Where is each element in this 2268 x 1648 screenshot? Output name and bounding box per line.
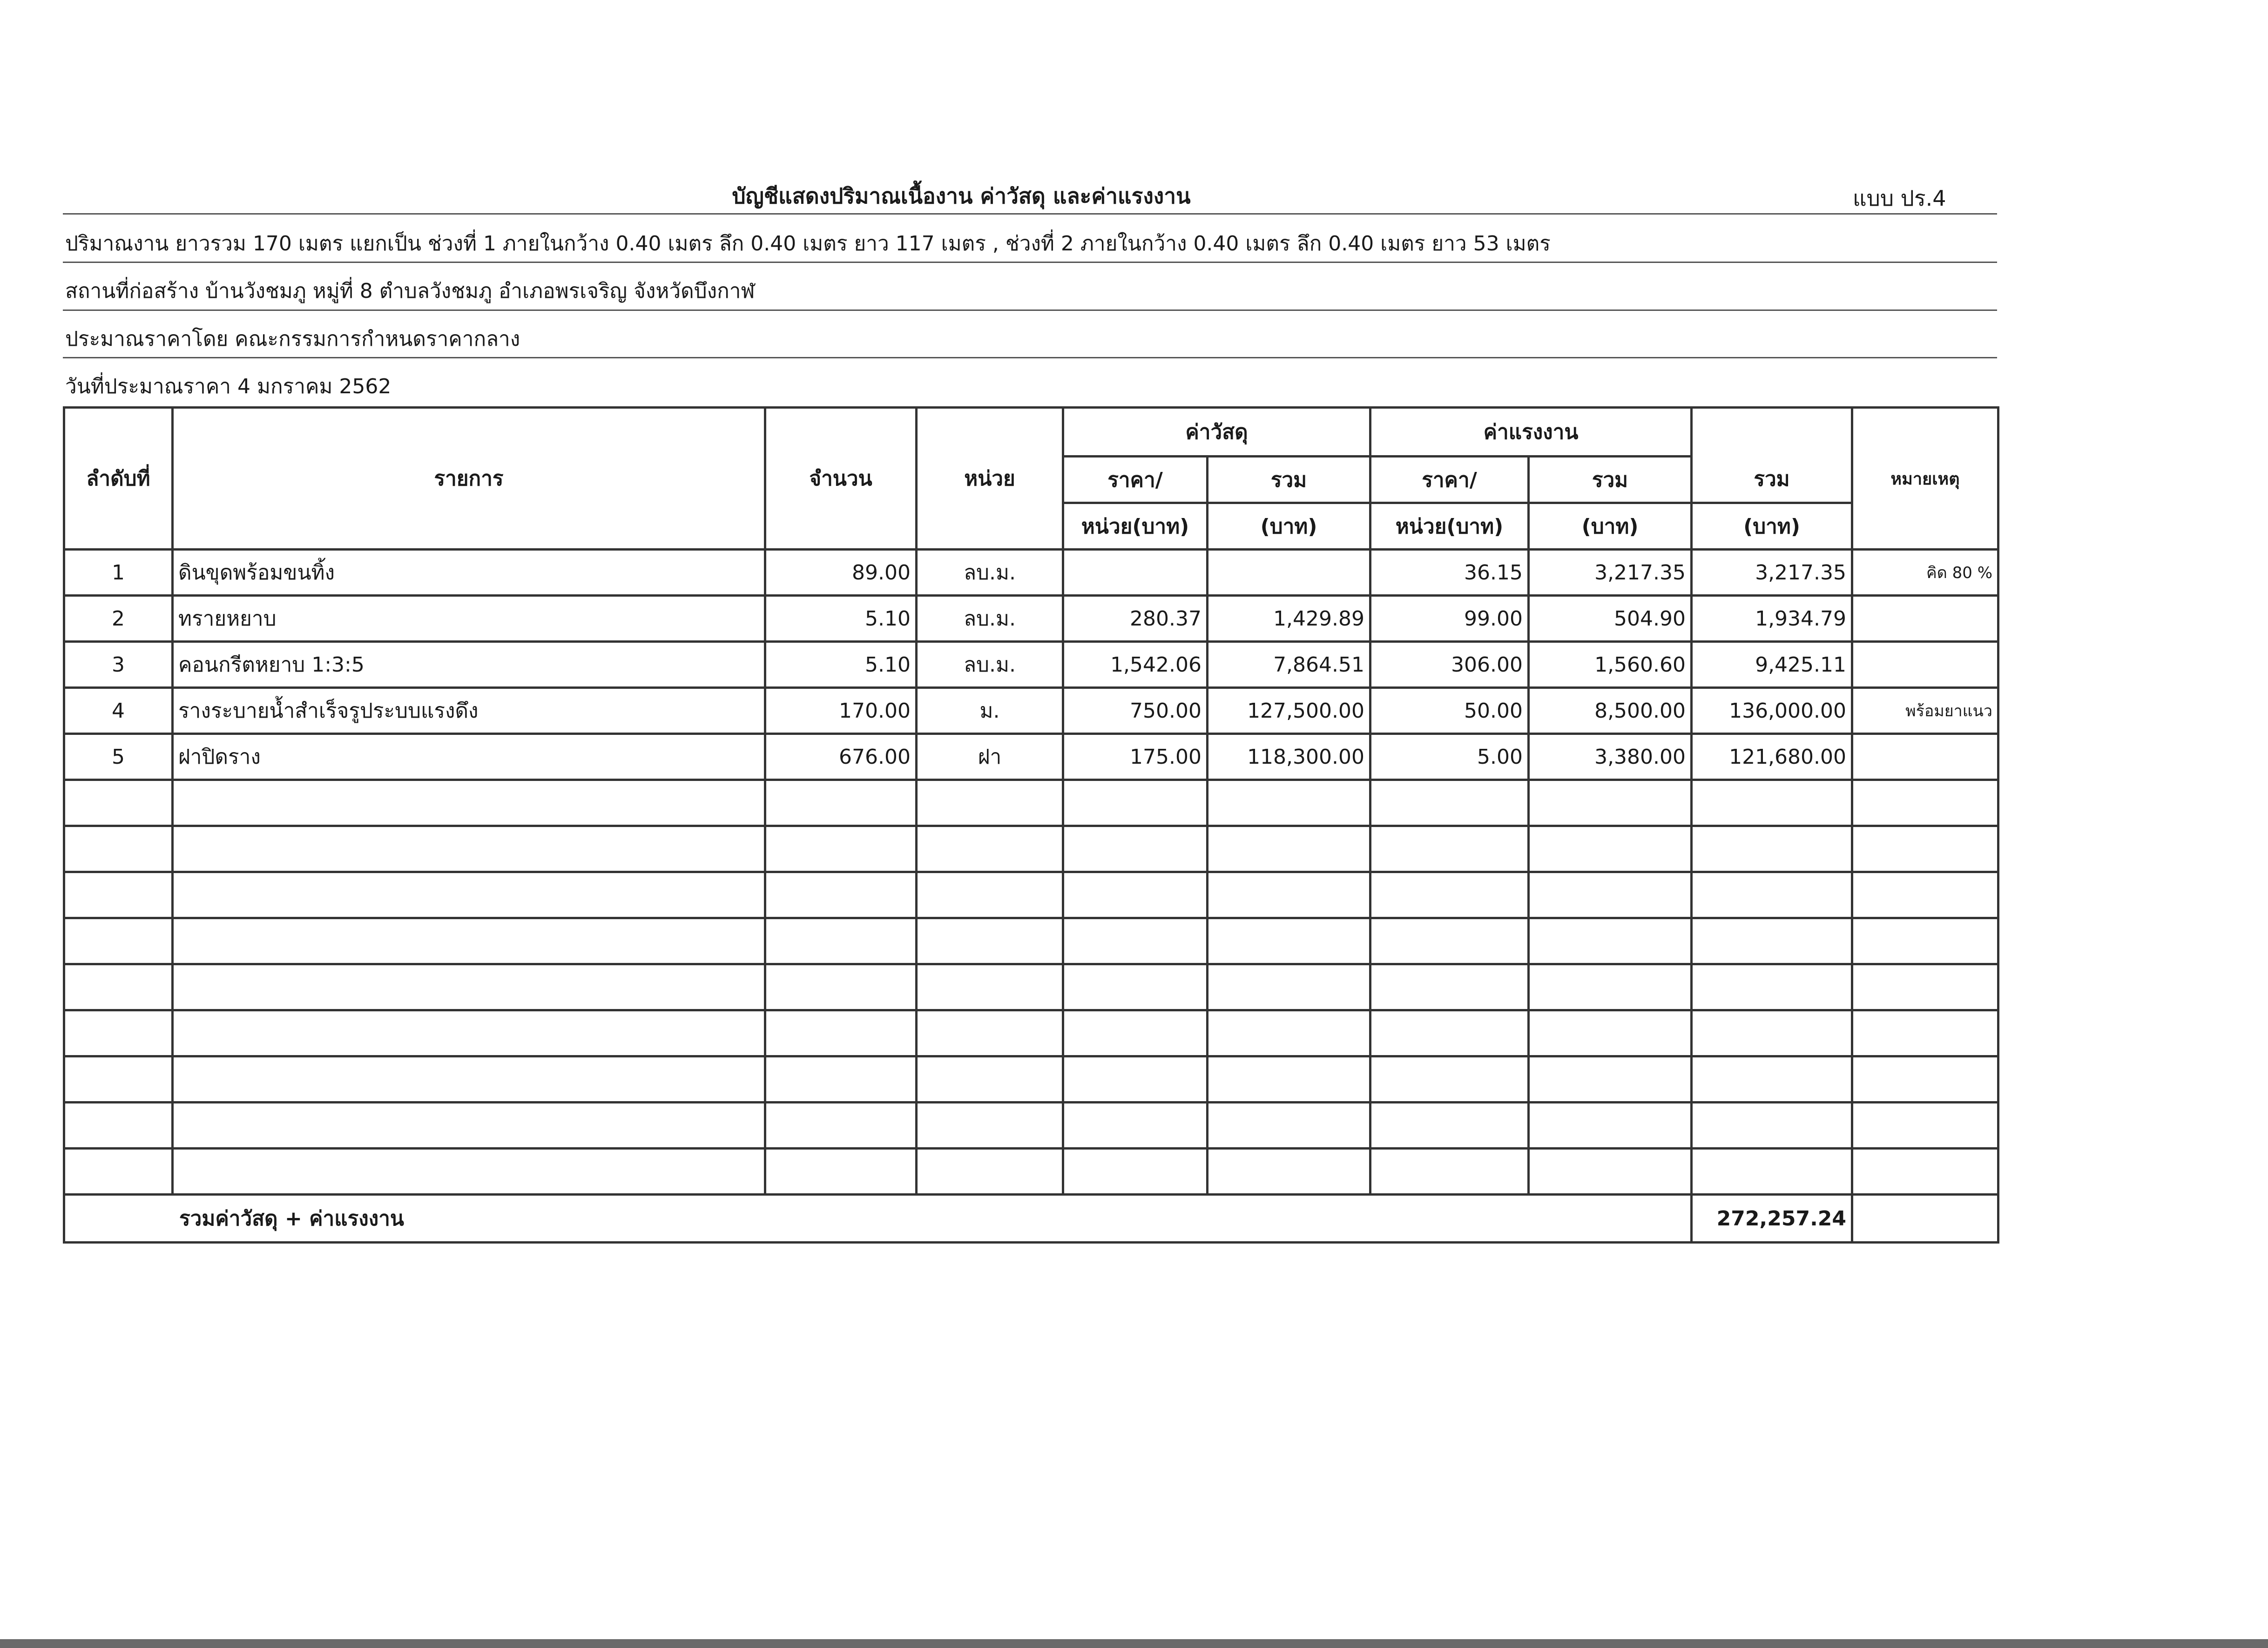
empty-row: [64, 1149, 1998, 1195]
header-lab-sum-unit: (บาท): [1529, 503, 1692, 550]
header-lab-price: ราคา/: [1370, 457, 1529, 503]
cell-item: ฝาปิดราง: [173, 734, 765, 780]
cell-qty: 89.00: [765, 550, 917, 596]
header-mat-price-unit: หน่วย(บาท): [1063, 503, 1208, 550]
cell-total: 136,000.00: [1692, 688, 1852, 734]
cell-unit: ลบ.ม.: [917, 596, 1063, 642]
cell-total: 121,680.00: [1692, 734, 1852, 780]
cell-no: 1: [64, 550, 173, 596]
cell-remark: [1852, 642, 1998, 688]
cell-lab-sum: 8,500.00: [1529, 688, 1692, 734]
grand-total: 272,257.24: [1692, 1195, 1852, 1243]
total-row: [64, 1195, 1998, 1243]
cell-no: 3: [64, 642, 173, 688]
table-row: [64, 642, 1998, 688]
empty-row: [64, 872, 1998, 918]
cell-mat-price: 1,542.06: [1063, 642, 1208, 688]
header-remark: หมายเหตุ: [1852, 408, 1998, 550]
cell-lab-sum: 3,380.00: [1529, 734, 1692, 780]
cell-item: ดินขุดพร้อมขนทิ้ง: [173, 550, 765, 596]
header-total-label: รวม: [1692, 457, 1852, 503]
cell-qty: 5.10: [765, 596, 917, 642]
cell-remark: [1852, 596, 1998, 642]
cell-mat-price: [1063, 550, 1208, 596]
cell-item: คอนกรีตหยาบ 1:3:5: [173, 642, 765, 688]
table-row: [64, 596, 1998, 642]
estimate-date-line: วันที่ประมาณราคา 4 มกราคม 2562: [65, 375, 392, 398]
cell-lab-price: 5.00: [1370, 734, 1529, 780]
table-row: [64, 734, 1998, 780]
cell-mat-price: 175.00: [1063, 734, 1208, 780]
cell-item: รางระบายน้ำสำเร็จรูประบบแรงดึง: [173, 688, 765, 734]
cell-qty: 676.00: [765, 734, 917, 780]
table-row: [64, 688, 1998, 734]
header-mat-sum-unit: (บาท): [1208, 503, 1370, 550]
boq-table: [63, 406, 1999, 1244]
cell-total: 9,425.11: [1692, 642, 1852, 688]
empty-row: [64, 918, 1998, 964]
cell-remark: พร้อมยาแนว: [1852, 688, 1998, 734]
cell-unit: ฝา: [917, 734, 1063, 780]
cell-item: ทรายหยาบ: [173, 596, 765, 642]
cell-unit: ลบ.ม.: [917, 550, 1063, 596]
cell-mat-price: 750.00: [1063, 688, 1208, 734]
divider: [63, 309, 1997, 311]
header-qty: จำนวน: [765, 408, 917, 550]
header-material: ค่าวัสดุ: [1063, 408, 1370, 457]
estimated-by-line: ประมาณราคาโดย คณะกรรมการกำหนดราคากลาง: [65, 327, 520, 351]
cell-mat-price: 280.37: [1063, 596, 1208, 642]
empty-row: [64, 780, 1998, 826]
header-mat-price: ราคา/: [1063, 457, 1208, 503]
cell-qty: 170.00: [765, 688, 917, 734]
cell-remark: คิด 80 %: [1852, 550, 1998, 596]
empty-row: [64, 1103, 1998, 1149]
cell-mat-sum: 118,300.00: [1208, 734, 1370, 780]
cell-lab-price: 99.00: [1370, 596, 1529, 642]
empty-row: [64, 1010, 1998, 1056]
cell-lab-sum: 504.90: [1529, 596, 1692, 642]
cell-lab-sum: 3,217.35: [1529, 550, 1692, 596]
header-total: [1692, 408, 1852, 457]
cell-lab-price: 36.15: [1370, 550, 1529, 596]
cell-mat-sum: 7,864.51: [1208, 642, 1370, 688]
header-total-unit: (บาท): [1692, 503, 1852, 550]
cell-lab-price: 50.00: [1370, 688, 1529, 734]
divider: [63, 262, 1997, 263]
scan-edge: [0, 1639, 2268, 1648]
cell-unit: ลบ.ม.: [917, 642, 1063, 688]
work-quantity-line: ปริมาณงาน ยาวรวม 170 เมตร แยกเป็น ช่วงที่ 1 ภายในกว้าง 0.40 เมตร ลึก 0.40 เมตร ยาว 117 เมตร , ช่วงที่ 2 ภายในกว้าง 0.40 เมตร ลึก 0.40 เมตร ยาว 53 เมตร: [65, 232, 1551, 256]
cell-lab-sum: 1,560.60: [1529, 642, 1692, 688]
header-lab-sum: รวม: [1529, 457, 1692, 503]
cell-total: 1,934.79: [1692, 596, 1852, 642]
cell-unit: ม.: [917, 688, 1063, 734]
header-mat-sum: รวม: [1208, 457, 1370, 503]
cell-lab-price: 306.00: [1370, 642, 1529, 688]
cell-no: 5: [64, 734, 173, 780]
cell-no: 2: [64, 596, 173, 642]
cell-no: 4: [64, 688, 173, 734]
empty-row: [64, 826, 1998, 872]
form-number: แบบ ปร.4: [1853, 186, 1946, 211]
cell-mat-sum: [1208, 550, 1370, 596]
divider: [63, 357, 1997, 358]
header-labor: ค่าแรงงาน: [1370, 408, 1692, 457]
cell-mat-sum: 127,500.00: [1208, 688, 1370, 734]
location-line: สถานที่ก่อสร้าง บ้านวังชมภู หมู่ที่ 8 ตำบลวังชมภู อำเภอพรเจริญ จังหวัดบึงกาฬ: [65, 279, 755, 303]
header-no: ลำดับที่: [64, 408, 173, 550]
empty-row: [64, 1056, 1998, 1103]
header-unit: หน่วย: [917, 408, 1063, 550]
cell-qty: 5.10: [765, 642, 917, 688]
empty-row: [64, 964, 1998, 1010]
cell-remark: [1852, 734, 1998, 780]
document-title: บัญชีแสดงปริมาณเนื้องาน ค่าวัสดุ และค่าแรงงาน: [732, 183, 1191, 209]
table-row: [64, 550, 1998, 596]
divider: [63, 213, 1997, 215]
cell-mat-sum: 1,429.89: [1208, 596, 1370, 642]
total-remark: [1852, 1195, 1998, 1243]
header-lab-price-unit: หน่วย(บาท): [1370, 503, 1529, 550]
total-label: รวมค่าวัสดุ + ค่าแรงงาน: [64, 1195, 1692, 1243]
cell-total: 3,217.35: [1692, 550, 1852, 596]
header-item: รายการ: [173, 408, 765, 550]
